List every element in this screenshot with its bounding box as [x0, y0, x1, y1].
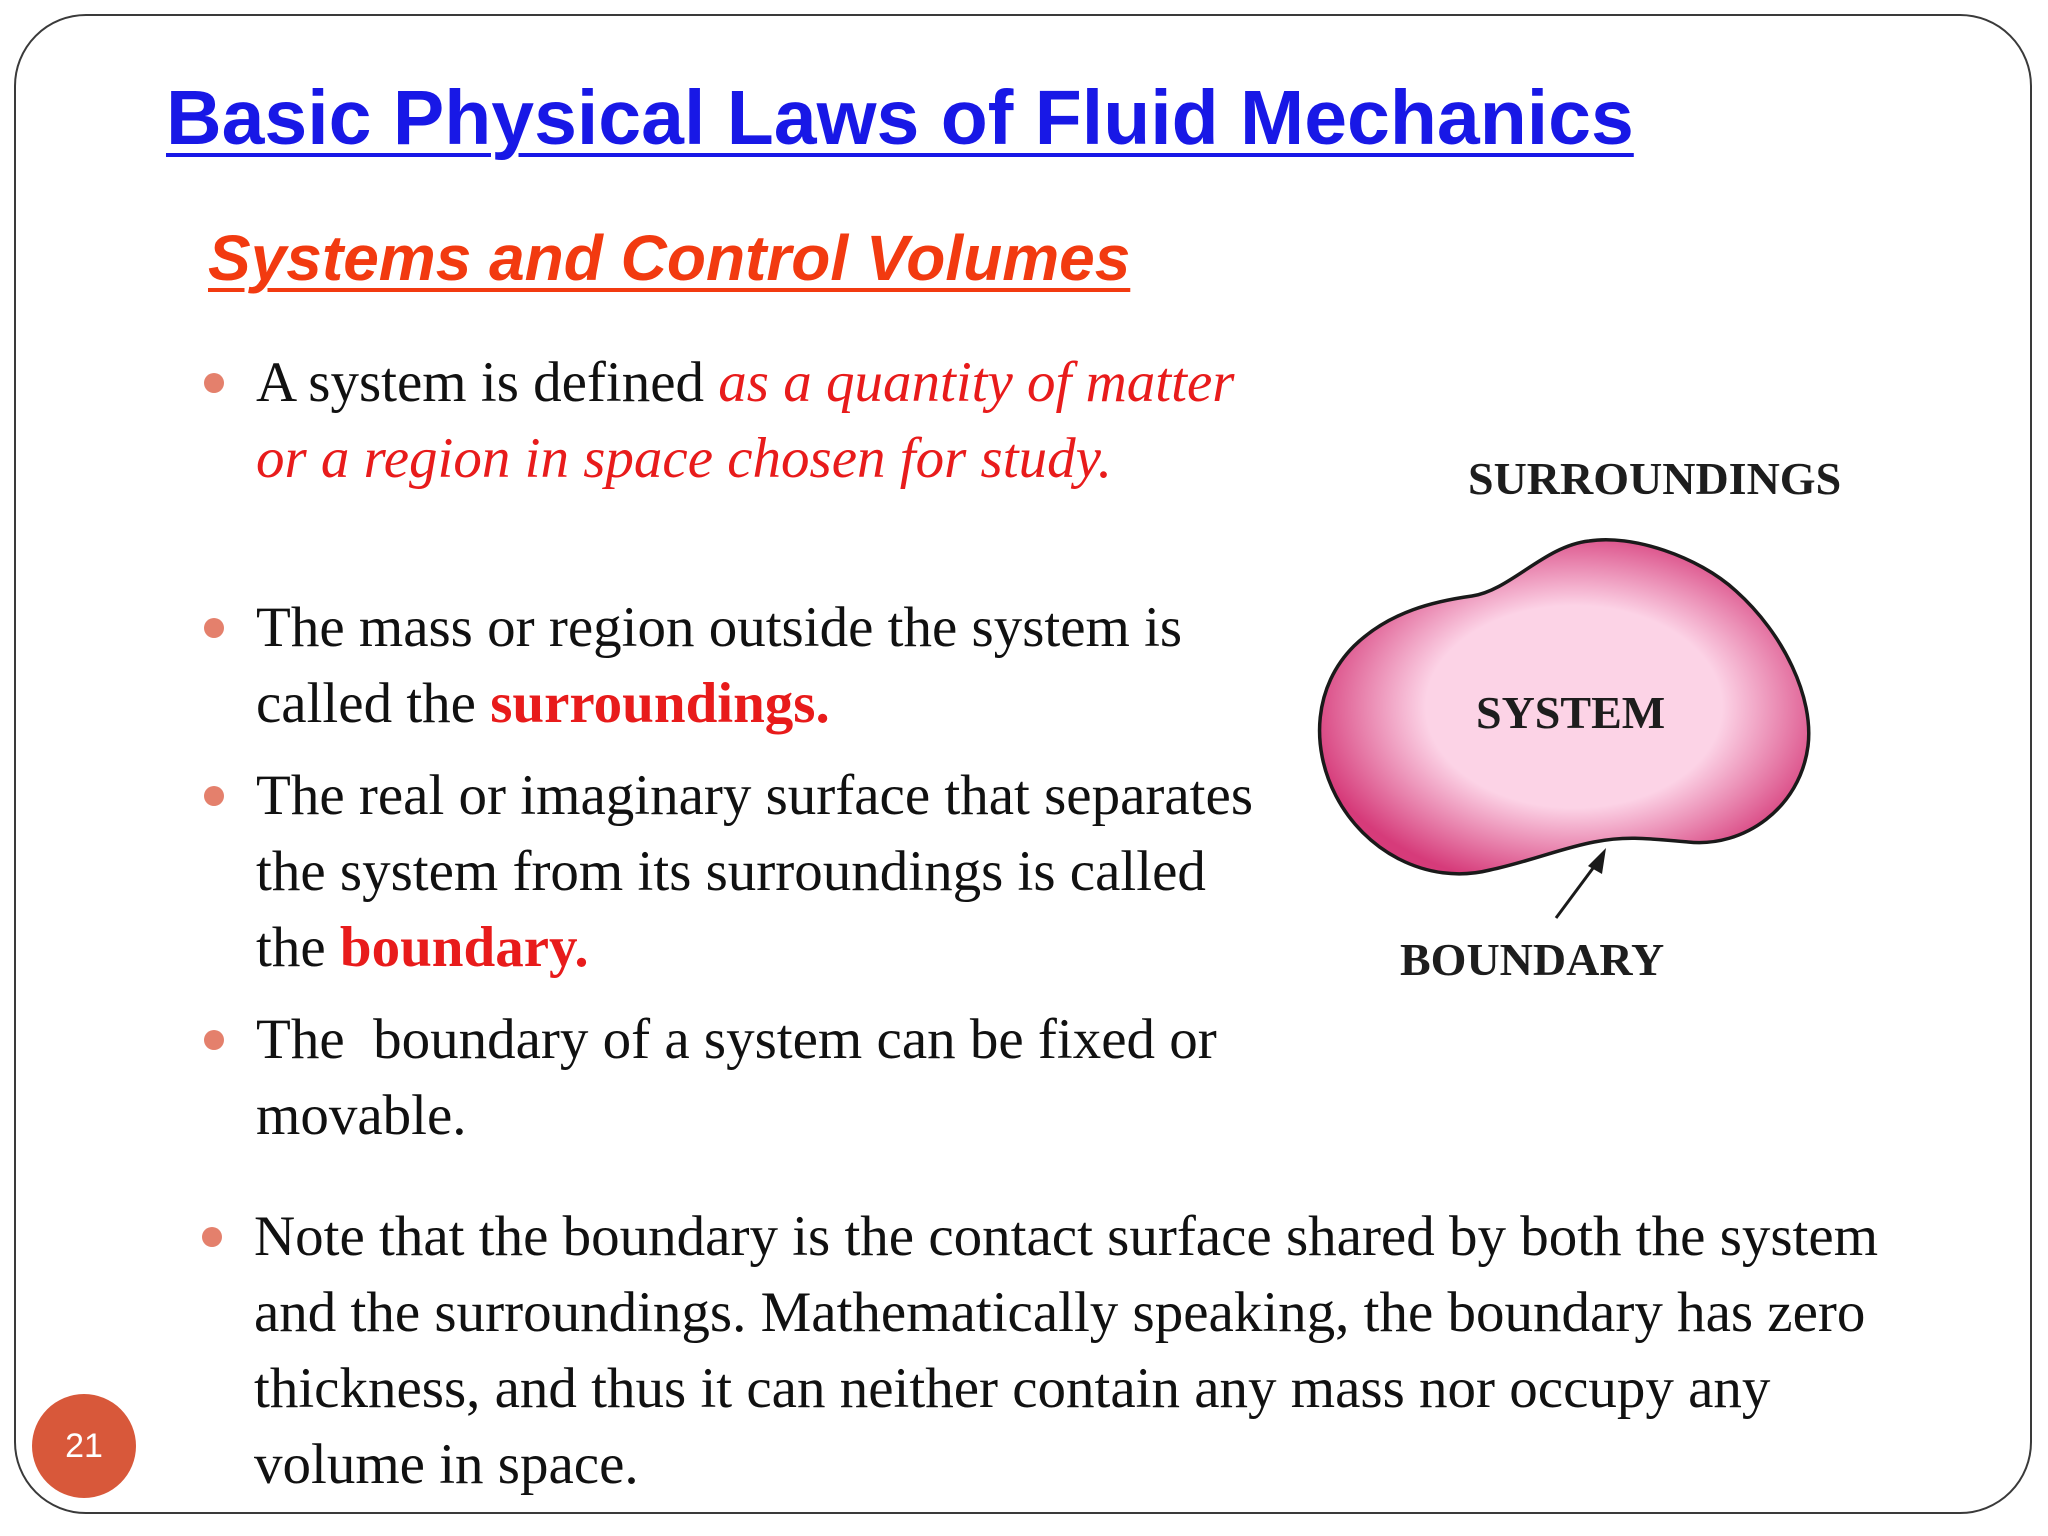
bullet-dot-icon — [204, 1030, 224, 1050]
slide-title: Basic Physical Laws of Fluid Mechanics — [166, 75, 1634, 161]
bullet-dot-icon — [204, 786, 224, 806]
system-label: SYSTEM — [1476, 687, 1666, 738]
bullet-text: The boundary of a system can be fixed or movable. — [256, 1008, 1232, 1147]
bullet-dot-icon — [204, 618, 224, 638]
bullet-item-boundary — [256, 758, 1256, 986]
bullet-item-fixed-movable — [256, 1002, 1296, 1154]
system-diagram — [1306, 446, 1926, 1006]
bullet-dot-icon — [202, 1227, 222, 1247]
bullet-item-system-definition — [256, 345, 1246, 497]
bullet-highlight: boundary. — [339, 916, 589, 979]
boundary-label: BOUNDARY — [1400, 934, 1665, 985]
slide-subtitle: Systems and Control Volumes — [208, 222, 1131, 294]
bullet-highlight: surroundings. — [490, 672, 830, 735]
bullet-dot-icon — [204, 373, 224, 393]
slide — [14, 14, 2032, 1514]
bullet-text: Note that the boundary is the contact surface shared by both the system and the surroundings. Mathematically speaking, the boundary has zero thickness, and thus it can neither contain any mass nor occupy any volume in space. — [254, 1205, 1879, 1496]
page-number-badge: 21 — [32, 1394, 136, 1498]
bullet-text: The real or imaginary surface that separates the system from its surroundings is called the — [256, 764, 1253, 979]
bullet-item-note — [254, 1199, 1904, 1503]
bullet-text: A system is defined — [256, 351, 719, 414]
bullet-item-surroundings — [256, 590, 1256, 742]
bullet-highlight: as a quantity of matter or a region in space chosen for study. — [256, 351, 1235, 490]
bullet-text: The mass or region outside the system is called the — [256, 596, 1183, 735]
surroundings-label: SURROUNDINGS — [1468, 453, 1842, 504]
